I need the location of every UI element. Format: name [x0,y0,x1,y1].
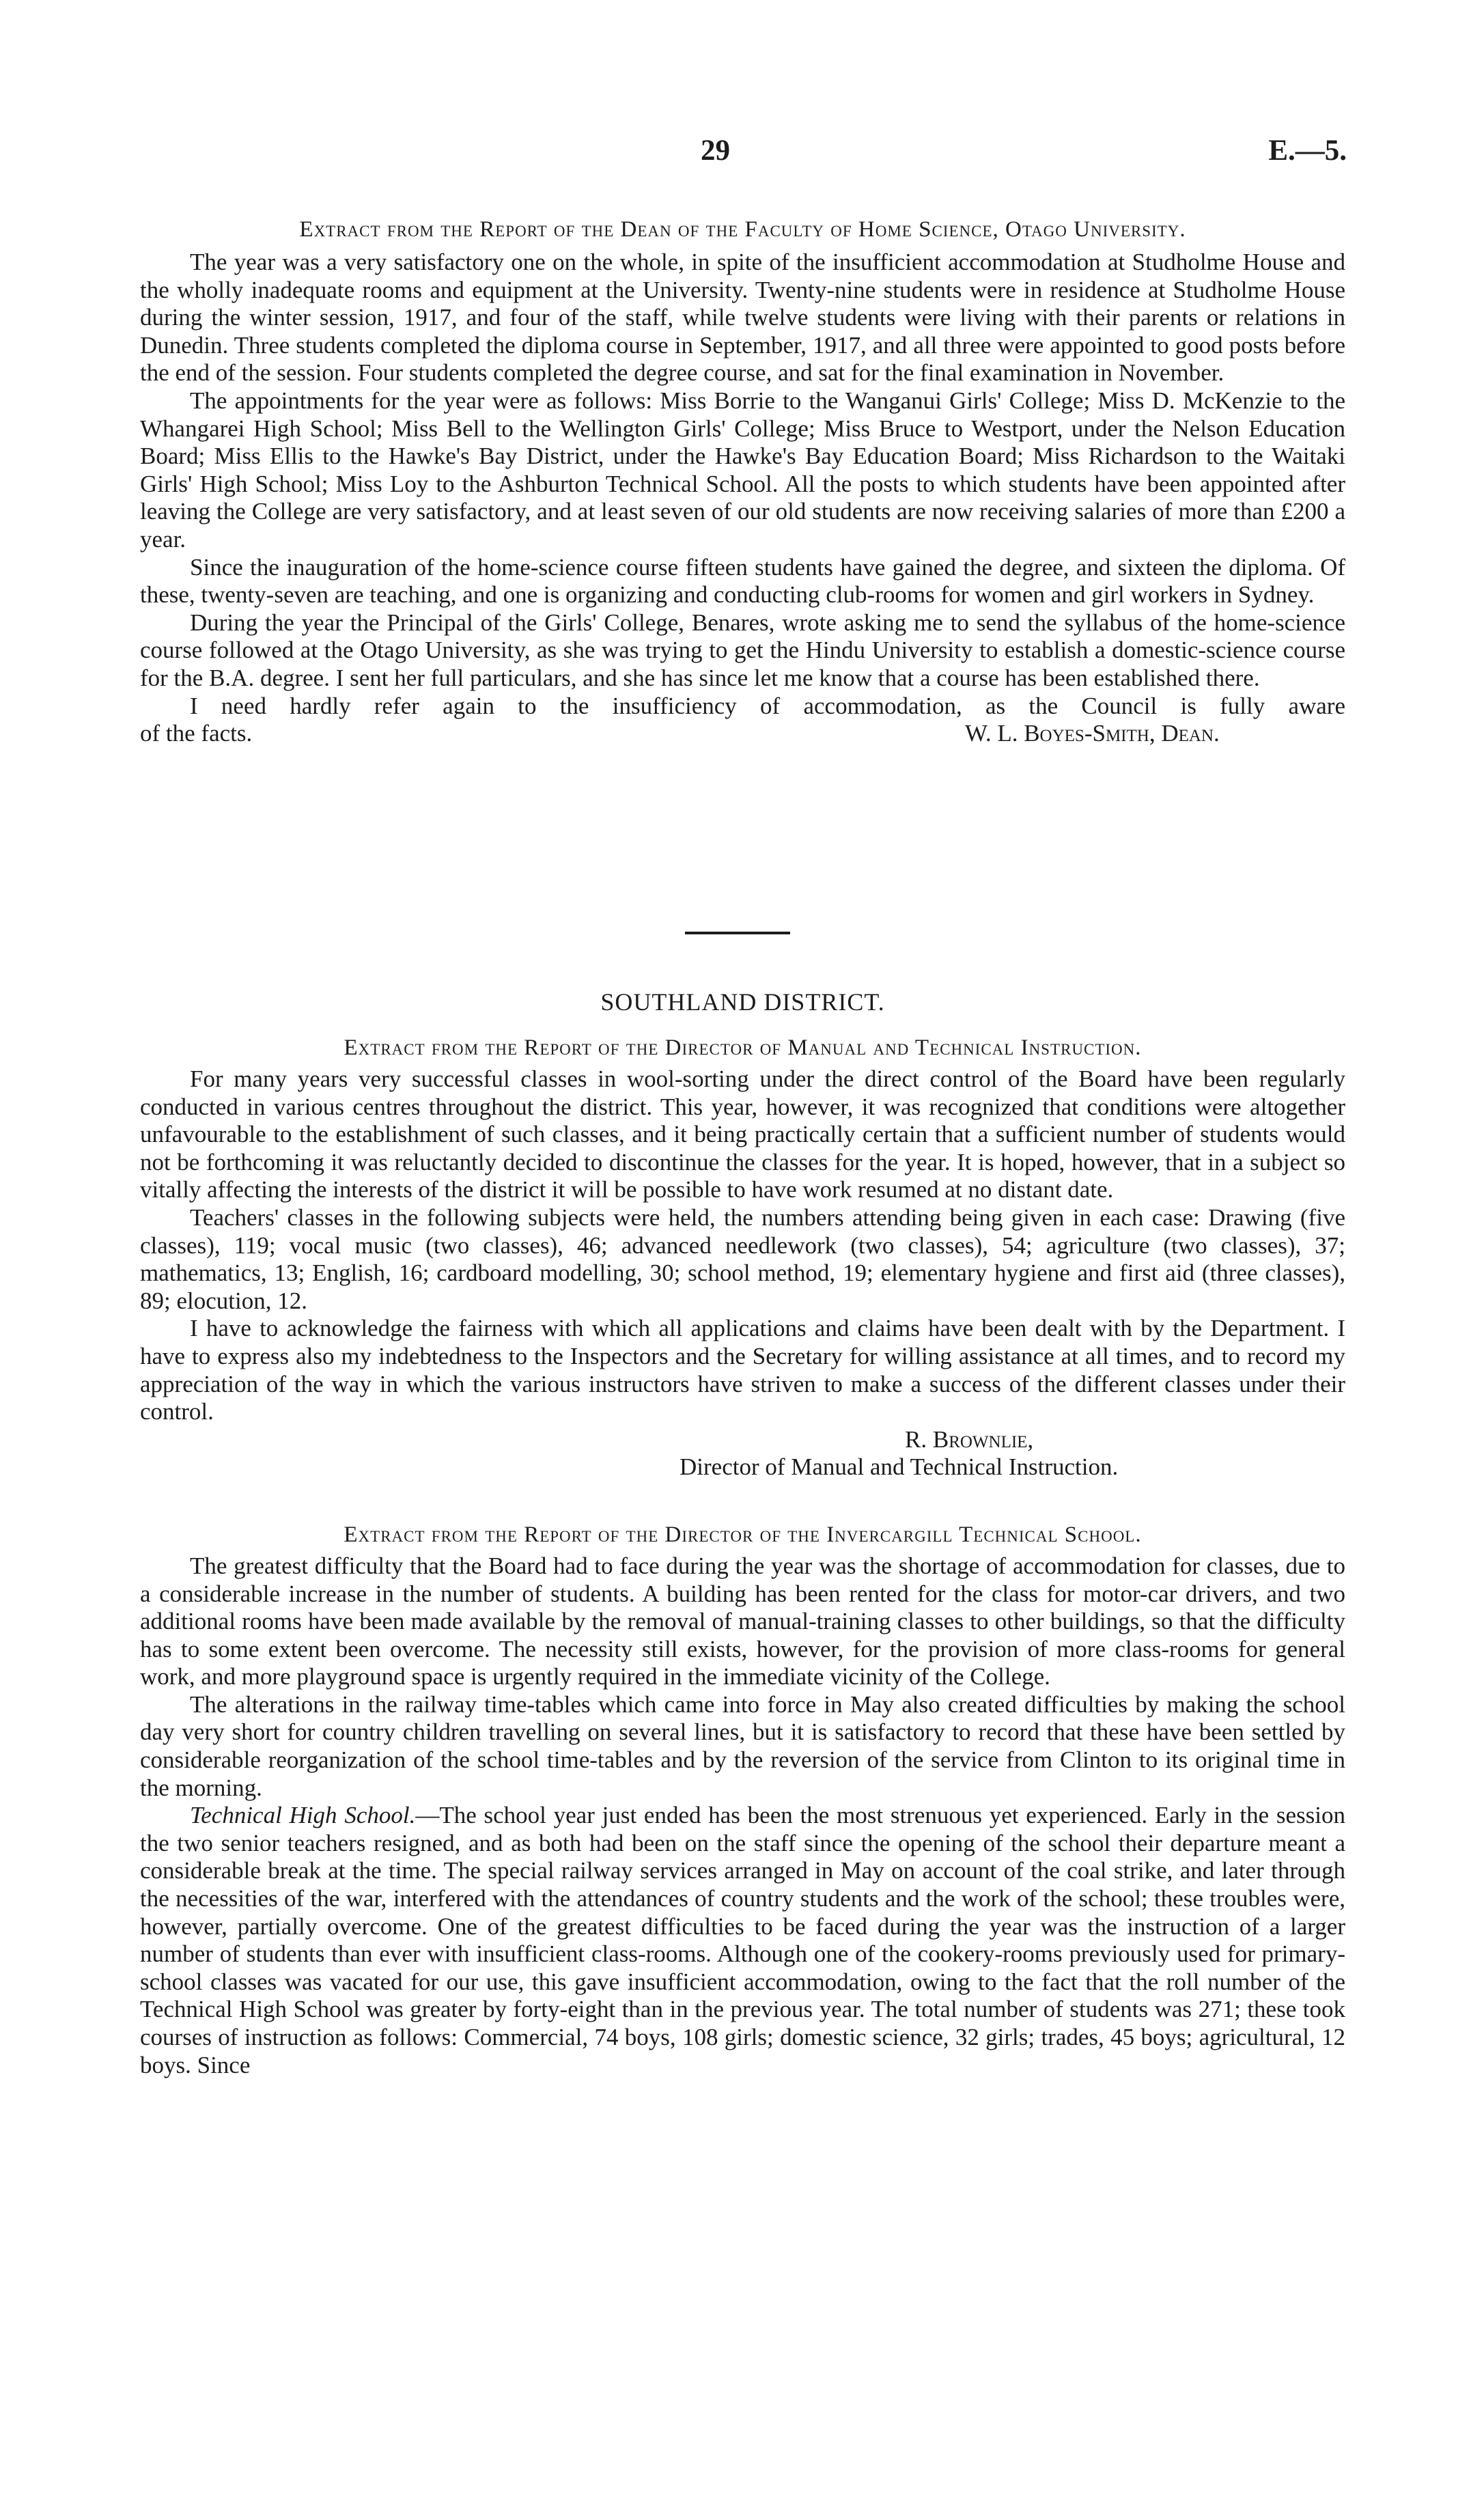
invercargill-heading: Extract from the Report of the Director of the Invercargill Technical School. [344,1522,1142,1547]
director-signature: R. Brownlie, [905,1425,1034,1453]
paragraph: Teachers' classes in the following subjects were held, the numbers attending being given in each case: Drawing (five classes), 119; vocal music (two classes), 46; advanced needlework (two classes), 54; agriculture (two classes), 37; mathematics, 13; English, 16; cardboard modelling, 30; school method, 19; elementary hygiene and first aid (three classes), 89; elocution, 12. [140,1203,1345,1314]
technical-high-school-label: Technical High School. [190,1802,416,1829]
signature-name-line [140,1426,1345,1454]
otago-heading: Extract from the Report of the Dean of the Faculty of Home Science, Otago University. [299,217,1186,242]
closing-text: of the facts. [140,720,253,747]
manual-heading: Extract from the Report of the Director of Manual and Technical Instruction. [344,1035,1142,1060]
signature-title-line [140,1453,1345,1481]
section-divider [685,932,790,934]
page-header [0,134,1484,175]
page-number: 29 [701,135,730,167]
signature-line [140,720,1345,748]
paragraph: The greatest difficulty that the Board had to face during the year was the shortage of accommodation for classes, due to a considerable increase in the number of students. A building has been rented for the class for motor-car drivers, and two additional rooms have been made available by the removal of manual-training classes to other buildings, so that the difficulty has to some extent been overcome. The necessity still exists, however, for the provision of more class-rooms for general work, and more playground space is urgently required in the immediate vicinity of the College. [140,1552,1345,1690]
paragraph: For many years very successful classes in wool-sorting under the direct control of the Board have been regularly conducted in various centres throughout the district. This year, however, it was recognized that conditions were altogether unfavourable to the establishment of such classes, and it being practically certain that a sufficient number of students would not be forthcoming it was reluctantly decided to discontinue the classes for the year. It is hoped, however, that in a subject so vitally affecting the interests of the district it will be possible to have work resumed at no distant date. [140,1066,1345,1203]
technical-high-school-text: —The school year just ended has been the most strenuous yet experienced. Early in the session the two senior teachers resigned, and as both had been on the staff since the opening of the school their departure meant a considerable break at the time. The special railway services arranged in May on account of the coal strike, and later through the necessities of the war, interfered with the attendances of country students and the work of the school; these troubles were, however, partially overcome. One of the greatest difficulties to be faced during the year was the instruction of a larger number of students than ever with insufficient class-rooms. Although one of the cookery-rooms previously used for primary-school classes was vacated for our use, this gave insufficient accommodation, owing to the fact that the roll number of the Technical High School was greater by forty-eight than in the previous year. The total number of students was 271; these took courses of instruction as follows: Commercial, 74 boys, 108 girls; domestic science, 32 girls; trades, 45 boys; agricultural, 12 boys. Since [140,1802,1345,2078]
paragraph: The year was a very satisfactory one on the whole, in spite of the insufficient accommodation at Studholme House and the wholly inadequate rooms and equipment at the University. Twenty-nine students were in residence at Studholme House during the winter session, 1917, and four of the staff, while twelve students were living with their parents or relations in Dunedin. Three students completed the diploma course in September, 1917, and all three were appointed to good posts before the end of the session. Four students completed the degree course, and sat for the final examination in November. [140,249,1345,387]
document-reference: E.—5. [1268,135,1347,167]
paragraph: During the year the Principal of the Girls' College, Benares, wrote asking me to send the syllabus of the home-science course followed at the Otago University, as she was trying to get the Hindu University to establish a domestic-science course for the B.A. degree. I sent her full particulars, and she has since let me know that a course has been established there. [140,609,1345,691]
otago-section [140,216,1345,748]
district-title: SOUTHLAND DISTRICT. [600,988,885,1016]
paragraph: I need hardly refer again to the insufficiency of accommodation, as the Council is fully aware [190,692,1345,719]
director-title: Director of Manual and Technical Instruction. [680,1453,1119,1481]
southland-section [140,988,1345,2079]
paragraph: Since the inauguration of the home-science course fifteen students have gained the degree, and sixteen the diploma. Of these, twenty-seven are teaching, and one is organizing and conducting club-rooms for women and girl workers in Sydney. [140,553,1345,609]
paragraph [140,1802,1345,2079]
dean-signature: W. L. Boyes-Smith, Dean. [965,720,1220,747]
paragraph: The alterations in the railway time-tables which came into force in May also created difficulties by making the school day very short for country children travelling on several lines, but it is satisfactory to record that these have been settled by considerable reorganization of the school time-tables and by the reversion of the service from Clinton to its original time in the morning. [140,1690,1345,1801]
paragraph: I have to acknowledge the fairness with which all applications and claims have been dealt with by the Department. I have to express also my indebtedness to the Inspectors and the Secretary for willing assistance at all times, and to record my appreciation of the way in which the various instructors have striven to make a success of the different classes under their control. [140,1315,1345,1425]
paragraph: The appointments for the year were as follows: Miss Borrie to the Wanganui Girls' College; Miss D. McKenzie to the Whangarei High School; Miss Bell to the Wellington Girls' College; Miss Bruce to Westport, under the Nelson Education Board; Miss Ellis to the Hawke's Bay District, under the Hawke's Bay Education Board; Miss Richardson to the Waitaki Girls' High School; Miss Loy to the Ashburton Technical School. All the posts to which students have been appointed after leaving the College are very satisfactory, and at least seven of our old students are now receiving salaries of more than £200 a year. [140,387,1345,553]
